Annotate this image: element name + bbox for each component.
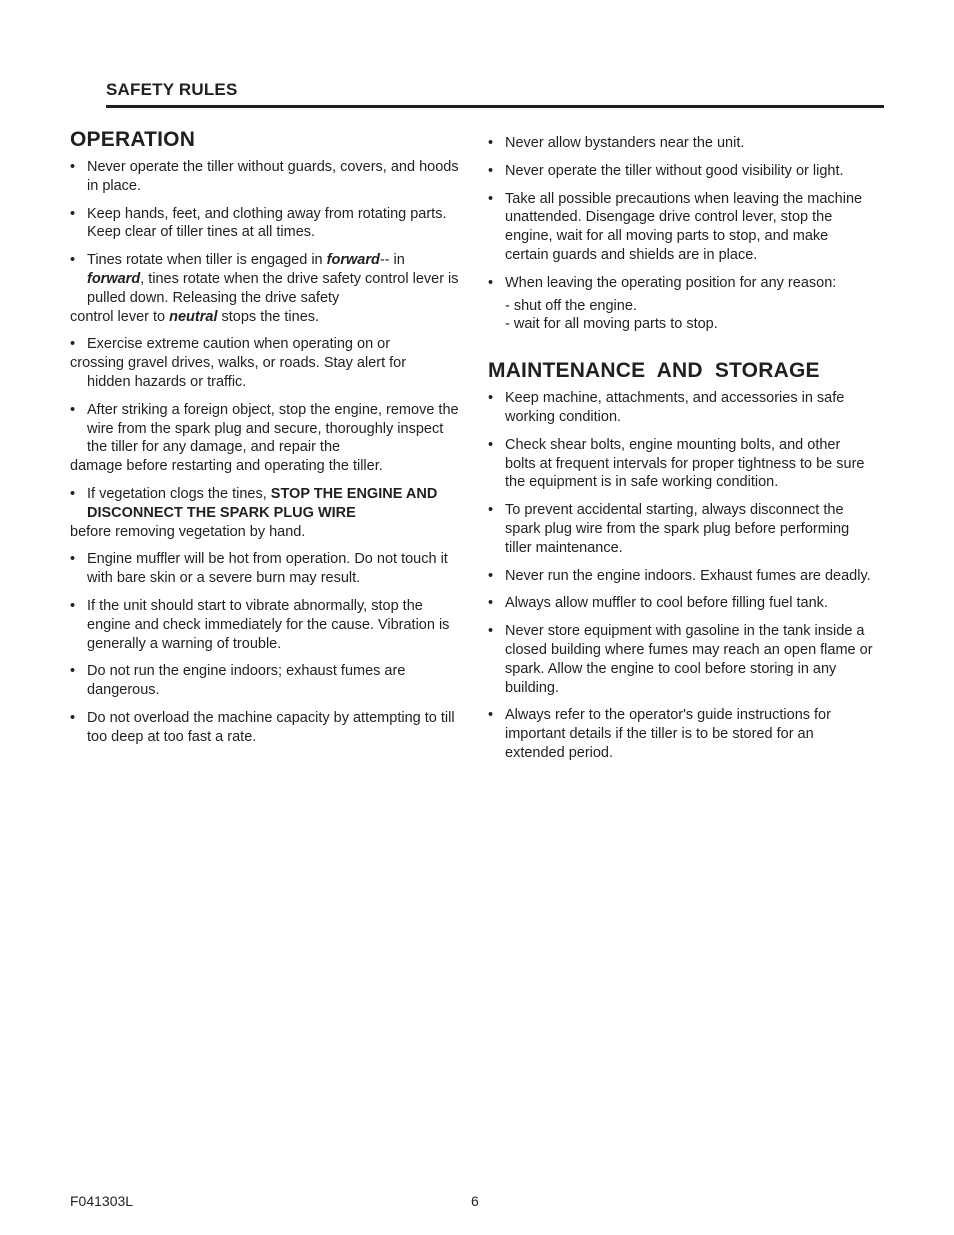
bullet-icon: • (488, 274, 494, 291)
item-text: Do not overload the machine capacity by attempting to till too deep at too fast a rate. (87, 709, 455, 745)
bullet-icon: • (70, 663, 76, 680)
item-text: Keep hands, feet, and clothing away from rotating parts. Keep clear of tiller tines at all times. (87, 205, 447, 241)
bullet-icon: • (70, 485, 76, 502)
item-text: Never run the engine indoors. Exhaust fumes are deadly. (505, 567, 871, 584)
list-item (488, 594, 873, 613)
list-item (488, 622, 873, 697)
list-item (70, 485, 460, 541)
bullet-icon: • (488, 135, 494, 151)
list-item (488, 501, 873, 557)
item-text: Never operate the tiller without guards, covers, and hoods in place. (87, 159, 459, 194)
item-text: Never operate the tiller without good visibility or light. (505, 162, 844, 179)
list-item (488, 567, 873, 586)
bullet-icon: • (70, 401, 76, 418)
list-item (488, 436, 873, 492)
list-item (488, 274, 873, 334)
bullet-icon: • (70, 252, 76, 269)
item-text: Exercise extreme caution when operating on or (87, 336, 391, 353)
list-item (70, 335, 460, 391)
item-text-tail: control lever to neutral stops the tines. (70, 308, 320, 325)
list-item (488, 389, 873, 427)
operation-list-continued (488, 134, 873, 334)
bullet-icon: • (488, 567, 494, 584)
item-text-rest: hidden hazards or traffic. (87, 373, 247, 390)
right-column (488, 134, 873, 772)
bullet-icon: • (70, 709, 76, 726)
item-text-tail: damage before restarting and operating the tiller. (70, 458, 383, 475)
item-text: Do not run the engine indoors; exhaust fumes are dangerous. (87, 663, 406, 699)
list-item (70, 205, 460, 243)
list-item (70, 158, 460, 196)
header-divider (106, 105, 884, 108)
operation-list (70, 158, 460, 747)
item-text: Never store equipment with gasoline in the tank inside a closed building where fumes may reach an open flame or spark. Allow the engine to cool before storing in any building. (505, 623, 873, 696)
bullet-icon: • (488, 190, 494, 207)
bullet-icon: • (70, 159, 76, 175)
item-text: After striking a foreign object, stop the engine, remove the wire from the spark plug and secure, thoroughly inspect the tiller for any damage, and repair the (87, 401, 459, 456)
list-item (488, 706, 873, 762)
item-text: Check shear bolts, engine mounting bolts, and other bolts at frequent intervals for proper tightness to be sure the equipment is in safe working condition. (505, 436, 865, 491)
list-item (70, 401, 460, 476)
emphasis-forward: forward (87, 270, 141, 287)
sub-item-text: - shut off the engine. (505, 297, 637, 314)
section-header-title: SAFETY RULES (106, 80, 238, 99)
bullet-icon: • (70, 336, 76, 353)
item-text: If vegetation clogs the tines, STOP THE ENGINE AND DISCONNECT THE SPARK PLUG WIRE (87, 485, 438, 521)
emphasis-neutral: neutral (169, 308, 218, 325)
item-text: Never allow bystanders near the unit. (505, 135, 745, 151)
bullet-icon: • (70, 597, 76, 614)
bullet-icon: • (488, 595, 494, 612)
left-column (70, 128, 460, 756)
item-text: Keep machine, attachments, and accessories in safe working condition. (505, 390, 845, 425)
bullet-icon: • (70, 205, 76, 222)
warning-emphasis: STOP THE ENGINE AND DISCONNECT THE SPARK PLUG WIRE (87, 485, 438, 521)
list-item (488, 162, 873, 181)
bullet-icon: • (488, 707, 494, 724)
item-text: Engine muffler will be hot from operation. Do not touch it with bare skin or a severe burn may result. (87, 551, 448, 587)
list-item (70, 662, 460, 700)
document-code: F041303L (70, 1193, 134, 1209)
bullet-icon: • (488, 162, 494, 179)
bullet-icon: • (488, 436, 494, 453)
operation-title: OPERATION (70, 128, 196, 151)
item-text: To prevent accidental starting, always disconnect the spark plug wire from the spark plug before performing tiller maintenance. (505, 502, 850, 556)
item-text: If the unit should start to vibrate abnormally, stop the engine and check immediately for the cause. Vibration is generally a warning of trouble. (87, 597, 450, 652)
list-item (70, 597, 460, 653)
emphasis-forward: forward (326, 252, 380, 269)
list-item (488, 190, 873, 265)
item-text: Take all possible precautions when leaving the machine unattended. Disengage drive control lever, stop the engine, wait for all moving parts to stop, and make certain guards and shields are in place. (505, 190, 863, 263)
list-item (70, 251, 460, 326)
item-text: Always allow muffler to cool before filling fuel tank. (505, 595, 828, 612)
bullet-icon: • (488, 623, 494, 640)
bullet-icon: • (488, 390, 494, 407)
list-item (70, 709, 460, 747)
bullet-icon: • (488, 502, 494, 519)
maintenance-title: MAINTENANCE AND STORAGE (488, 359, 820, 383)
bullet-icon: • (70, 551, 76, 568)
item-text: When leaving the operating position for any reason: (505, 274, 837, 291)
list-item (70, 550, 460, 588)
maintenance-list (488, 389, 873, 763)
page-number: 6 (471, 1193, 479, 1209)
item-text: Tines rotate when tiller is engaged in forward-- in forward, tines rotate when the drive safety control lever is pulled down. Releasing the drive safety (87, 252, 459, 306)
list-item (488, 134, 873, 153)
item-text-tail: crossing gravel drives, walks, or roads. Stay alert for (70, 355, 407, 372)
sub-item-text: - wait for all moving parts to stop. (505, 316, 718, 333)
item-text: Always refer to the operator's guide instructions for important details if the tiller is to be stored for an extended period. (505, 707, 831, 761)
item-text-tail: before removing vegetation by hand. (70, 523, 306, 540)
